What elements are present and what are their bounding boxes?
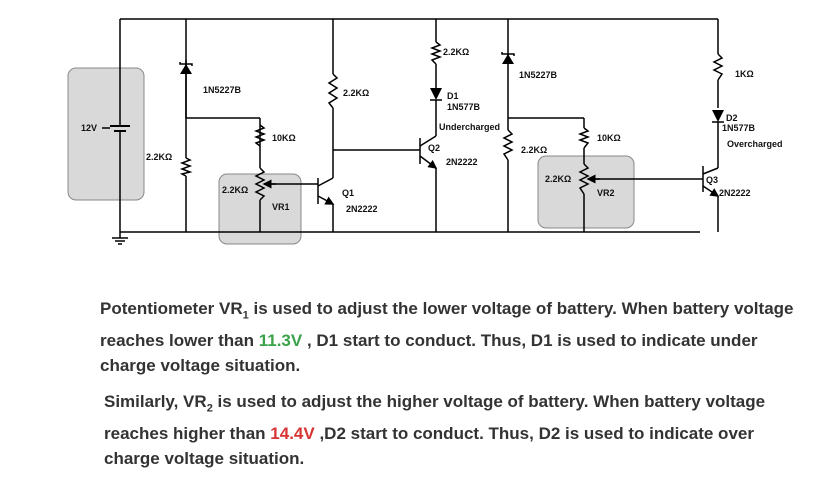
zener1-label: 1N5227B [203,85,242,95]
resistor-q1-label: 2.2KΩ [343,88,370,98]
vr2-description-paragraph [104,389,804,471]
resistor-q1-collector [329,74,337,108]
vr2-label: VR2 [597,188,615,198]
transistor-q1 [318,178,333,204]
zener-diode-2 [502,52,514,64]
battery-highlight-box [68,68,144,200]
p2-text-a: Similarly, VR [104,392,207,411]
d1-name-label: D1 [447,91,459,101]
resistor-d2 [714,54,722,80]
zener2-label: 1N5227B [519,70,558,80]
high-voltage-value: 14.4V [270,424,315,444]
q3-type-label: 2N2222 [719,188,751,198]
resistor-left [182,158,190,176]
q2-type-label: 2N2222 [446,157,478,167]
p2-text-b: is used to adjust the higher voltage of battery. When battery voltage reaches higher than [104,392,766,444]
p2-text-c: ,D2 start to conduct. Thus, D2 is used to indicate over charge voltage situation. [104,424,754,469]
resistor-d1-label: 2.2KΩ [443,47,470,57]
led-d1 [430,88,442,100]
q1-name-label: Q1 [342,188,355,198]
p2-subscript: 2 [206,402,213,415]
ground-symbol [112,238,128,244]
p1-text-c: , D1 start to conduct. Thus, D1 is used to indicate under charge voltage situation. [100,331,758,376]
vr1-label: VR1 [272,202,290,212]
vr1-description-paragraph [100,296,800,378]
supply-voltage-label: 12V [81,123,98,133]
p1-subscript: 1 [242,309,249,322]
resistor-mid-label: 2.2KΩ [521,145,548,155]
vr1-resistor-label: 2.2KΩ [222,185,249,195]
led-d2 [712,110,724,122]
resistor-vr1-top-label: 10KΩ [272,133,296,143]
q2-name-label: Q2 [428,143,441,153]
resistor-d2-label: 1KΩ [735,69,754,79]
resistor-mid [504,130,512,160]
p1-text-a: Potentiometer VR [100,299,243,318]
overcharged-label: Overcharged [727,139,783,149]
undercharged-label: Undercharged [439,122,501,132]
resistor-left-label: 2.2KΩ [146,152,173,162]
zener-diode-1 [180,60,192,118]
resistor-d1 [432,42,440,64]
d1-type-label: 1N577B [447,102,481,112]
d2-name-label: D2 [726,113,738,123]
d2-type-label: 1N577B [722,123,756,133]
p1-text-b: is used to adjust the lower voltage of battery. When battery voltage reaches lower than [100,299,794,351]
resistor-vr2-top-label: 10KΩ [597,133,621,143]
vr2-resistor-label: 2.2KΩ [545,174,572,184]
q3-name-label: Q3 [706,175,719,185]
low-voltage-value: 11.3V [258,331,303,351]
q1-type-label: 2N2222 [346,204,378,214]
resistor-vr2-top [580,128,588,148]
